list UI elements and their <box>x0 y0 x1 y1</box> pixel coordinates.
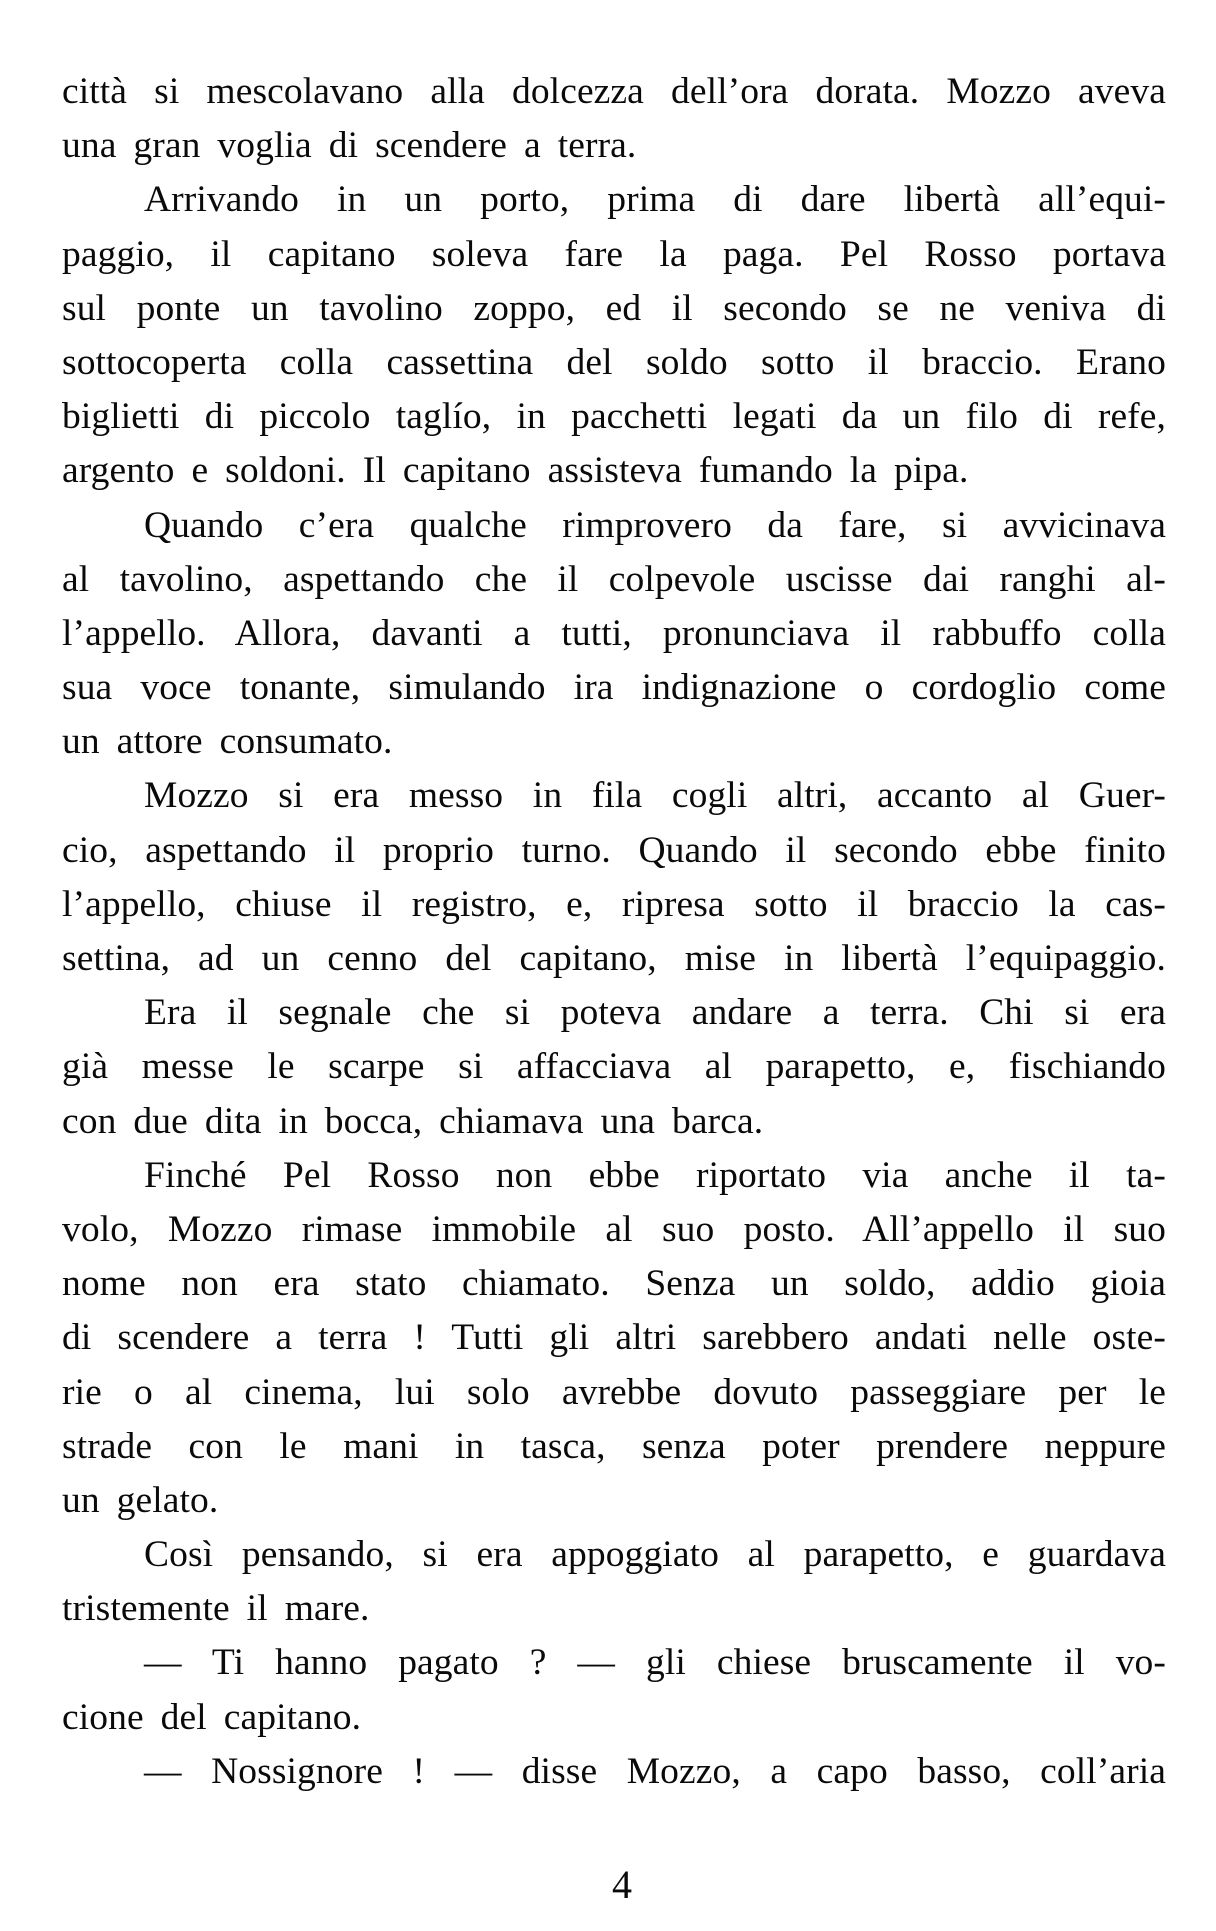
paragraph <box>62 1149 1166 1528</box>
text-line: volo, Mozzo rimase immobile al suo posto. All’appello il suo <box>62 1208 1166 1250</box>
text-line: biglietti di piccolo taglío, in pacchetti legati da un filo di refe, <box>62 396 1166 438</box>
text-line: di scendere a terra ! Tutti gli altri sarebbero andati nelle oste- <box>62 1317 1166 1359</box>
text-line: Finché Pel Rosso non ebbe riportato via anche il ta- <box>144 1154 1166 1196</box>
text-line: sul ponte un tavolino zoppo, ed il secondo se ne veniva di <box>62 287 1166 329</box>
paragraph <box>62 499 1166 770</box>
text-line: rie o al cinema, lui solo avrebbe dovuto passeggiare per le <box>62 1371 1166 1413</box>
text-line: sottocoperta colla cassettina del soldo sotto il braccio. Erano <box>62 341 1166 383</box>
paragraph <box>62 1528 1166 1636</box>
text-line: cione del capitano. <box>62 1696 362 1738</box>
text-line: argento e soldoni. Il capitano assisteva fumando la pipa. <box>62 450 969 492</box>
text-line: l’appello, chiuse il registro, e, ripresa sotto il braccio la cas- <box>62 883 1166 925</box>
text-line: settina, ad un cenno del capitano, mise in libertà l’equipaggio. <box>62 938 1166 979</box>
text-line: nome non era stato chiamato. Senza un soldo, addio gioia <box>62 1263 1166 1305</box>
paragraph <box>62 1745 1166 1799</box>
text-line: — Ti hanno pagato ? — gli chiese bruscamente il vo- <box>144 1642 1166 1684</box>
text-line: tristemente il mare. <box>62 1588 370 1630</box>
paragraph <box>62 769 1166 986</box>
text-line: Così pensando, si era appoggiato al parapetto, e guardava <box>144 1534 1166 1576</box>
page-text-block <box>62 65 1166 1799</box>
paragraph <box>62 986 1166 1149</box>
text-line: — Nossignore ! — disse Mozzo, a capo basso, coll’aria <box>144 1750 1166 1792</box>
text-line: già messe le scarpe si affacciava al parapetto, e, fischiando <box>62 1046 1166 1088</box>
text-line: con due dita in bocca, chiamava una barca. <box>62 1100 764 1142</box>
text-line: sua voce tonante, simulando ira indignazione o cordoglio come <box>62 667 1166 709</box>
text-line: Era il segnale che si poteva andare a terra. Chi si era <box>144 992 1166 1034</box>
page-number: 4 <box>612 1862 632 1907</box>
text-line: strade con le mani in tasca, senza poter prendere neppure <box>62 1425 1166 1467</box>
text-line: Mozzo si era messo in fila cogli altri, accanto al Guer- <box>144 775 1166 817</box>
text-line: Arrivando in un porto, prima di dare libertà all’equi- <box>144 179 1166 221</box>
paragraph <box>62 1636 1166 1744</box>
text-line: cio, aspettando il proprio turno. Quando il secondo ebbe finito <box>62 829 1166 871</box>
text-line: un attore consumato. <box>62 721 393 763</box>
text-line: Quando c’era qualche rimprovero da fare, si avvicinava <box>144 504 1166 546</box>
text-line: una gran voglia di scendere a terra. <box>62 125 637 167</box>
text-line: l’appello. Allora, davanti a tutti, pronunciava il rabbuffo colla <box>62 612 1166 654</box>
paragraph <box>62 173 1166 498</box>
text-line: al tavolino, aspettando che il colpevole uscisse dai ranghi al- <box>62 558 1166 600</box>
text-line: paggio, il capitano soleva fare la paga. Pel Rosso portava <box>62 233 1166 275</box>
text-line: un gelato. <box>62 1479 219 1521</box>
paragraph <box>62 65 1166 173</box>
text-line: città si mescolavano alla dolcezza dell’ora dorata. Mozzo aveva <box>62 71 1166 112</box>
